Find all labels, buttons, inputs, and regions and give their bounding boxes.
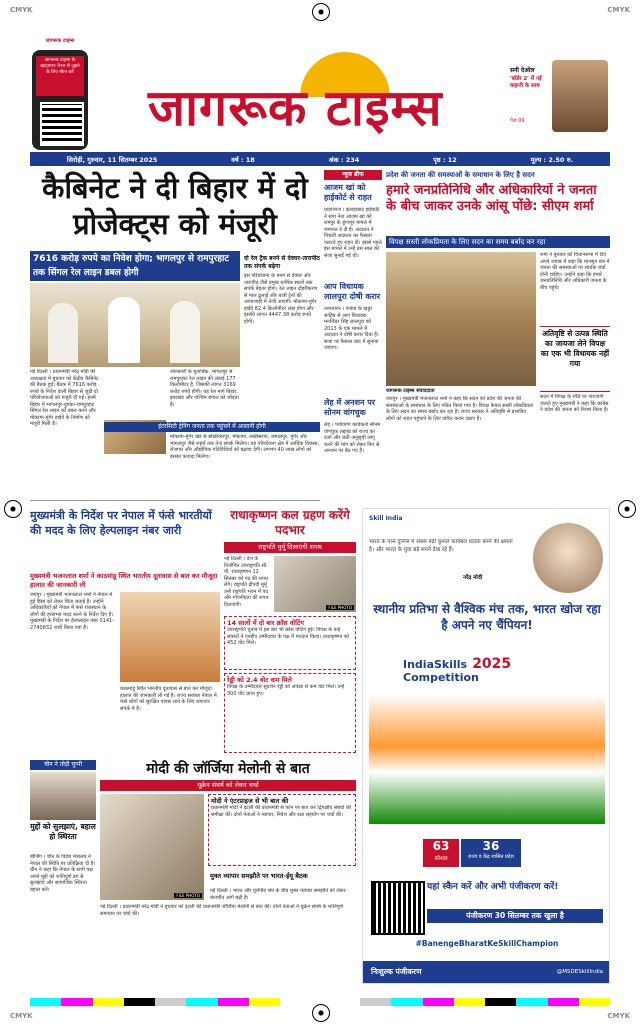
dateline-city: सिरोही, गुरुवार, 11 सितम्बर 2025 [66,155,158,164]
dateline-issue: अंक : 234 [328,155,360,164]
lead-body-2: जानकारी के मुताबिक, भागलपुर से रामपुरहाट रेल लाइन की लंबाई 177 किलोमीटर है, जिसकी लागत 3169 करोड़ रुपये होगी। यह रेल मार्ग बिहार, झारखंड और पश्चिम बंगाल को जोड़ता है। [170,369,239,408]
china-body: बीजिंग । चीन के विदेश मंत्रालय ने नेपाल की स्थिति पर प्रतिक्रिया दी है। चीन ने कहा कि नेपाल के सभी पक्ष अपने मुद्दों को शांतिपूर्ण ढंग से सुलझाएं और सामाजिक स्थिरता बहाल करें। [30,854,96,893]
vp-box-2-head: रेड्डी को 2.4 वोट कम मिले [227,676,292,684]
meloni-body: नई दिल्ली । प्रधानमंत्री नरेंद्र मोदी ने बुधवार को इटली की प्रधानमंत्री जॉर्जिया मेलोनी से बात की। दोनों नेताओं ने यूक्रेन संघर्ष के शांतिपूर्ण समाधान पर चर्चा की। [100,904,344,917]
ad-brand: IndiaSkills [403,658,468,671]
lead-body: नई दिल्ली । प्रधानमंत्री नरेंद्र मोदी की अध्यक्षता में बुधवार को केंद्रीय कैबिनेट की बैठक हुई। बैठक में 7616 करोड़ रुपये के निवेश वाली बिहार से जुड़ी दो परियोजनाओं को मंजूरी दी गई। इनमें बिहार में भागलपुर-दुमका-रामपुरहाट सिंगल रेल लाइन को डबल करने और मोकामा-मुंगेर हाईवे के निर्माण को मंजूरी मिली है। [30,369,99,427]
skill-india-ad[interactable] [362,508,610,984]
actor-promo[interactable] [510,60,610,132]
right-side-body-2: सदन में विपक्ष के रवैये पर नाराजगी जताते हुए मुख्यमंत्री ने कहा कि कांग्रेस ने प्रदेश की जनता को निराश किया है। [540,394,609,413]
vp-box-2 [224,673,356,753]
actor-promo-page: पेज 09 [510,118,525,124]
meloni-subhead: यूक्रेन संघर्ष को लेकर चर्चा [100,780,356,791]
vp-subhead: राष्ट्रपति मुर्मू दिलाएंगी शपथ [224,542,356,553]
meloni-box-2 [208,870,356,904]
china-label: चीन ने तोड़ी चुप्पी [30,760,96,770]
ad-hashtag: #BanengeBharatKeSkillChampion [415,939,559,948]
actor-promo-name: सनी देओल [510,67,535,74]
qr-promo-label: जागरूक टाइम्स [45,38,75,44]
ad-stat-2-num: 36 [482,839,500,853]
meloni-headline: मोदी की जॉर्जिया मेलोनी से बात [146,761,310,777]
ad-stat-1-label: कौशल [434,856,448,862]
vp-headline: राधाकृष्णन कल ग्रहण करेंगे पदभार [230,508,350,537]
ad-stat-2 [461,839,521,867]
actor-photo [552,60,608,132]
nepal-body: जयपुर । मुख्यमंत्री भजनलाल शर्मा ने नेपाल में हुई हिंसा को लेकर चिंता जताई है। उन्होंने अधिकारियों को नेपाल में फंसे राजस्थान के लोगों की हरसंभव मदद करने के निर्देश दिए हैं। मुख्यमंत्री के निर्देश पर हेल्पलाइन नंबर 0141-2740832 जारी किया गया है। [30,592,115,631]
vp-photo: FILE PHOTO [274,556,356,612]
cmyk-mark-right: CMYK [607,6,630,14]
right-body: जयपुर । मुख्यमंत्री भजनलाल शर्मा ने कहा कि सदन को प्रदेश की जनता की समस्याओं के समाधान के लिए गठित किया गया है। विपक्ष केवल सस्ती लोकप्रियता के लिए सदन का समय बर्बाद कर रहा है। राज्य सरकार ने अतिवृष्टि से प्रभावित लोगों को राहत पहुंचाने के लिए त्वरित कदम उठाए हैं। [386,396,534,422]
ad-footer: निःशुल्क पंजीकरण [371,967,422,976]
brief-story-3-body: लेह । पर्यावरण कार्यकर्ता सोनम वांगचुक लद्दाख को राज्य का दर्जा और छठी अनुसूची लागू करने की मांग को लेकर फिर से अनशन पर बैठ गए हैं। [324,422,381,454]
meloni-photo [100,794,204,900]
ad-quote-attr: नरेंद्र मोदी [463,575,483,581]
ad-competition: Competition [403,671,479,684]
brief-story-1-head: आजम खां को हाईकोर्ट से राहत [324,183,372,202]
lead-divider [30,500,320,501]
ad-footer-right: @MSDESkillIndia [556,969,603,975]
ad-deadline: पंजीकरण 30 सितम्बर तक खुला है [427,909,603,923]
vp-box-1-head: 14 सालों में दो बार क्रॉस वोटिंग [227,619,304,627]
vp-box-1-body: उपराष्ट्रपति चुनाव में इस बार भी क्रॉस वोटिंग हुई। विपक्ष के कई सांसदों ने एनडीए उम्मीदवार के पक्ष में मतदान किया। राधाकृष्णन को 452 वोट मिले। [227,627,349,646]
vp-box-1 [224,616,356,670]
lead-side-head: दो रेल ट्रैक बनने से देवघर-तारापीठ तक संपर्क बढ़ेगा [244,255,320,270]
qr-code-icon[interactable] [40,102,84,146]
right-kicker: प्रदेश की जनता की समस्याओं के समाधान के लिए है सदन [386,171,535,179]
vp-body: नई दिल्ली । देश के निर्वाचित उपराष्ट्रपति सी. पी. राधाकृष्णन 12 सितंबर को पद की शपथ लेंगे। राष्ट्रपति द्रौपदी मुर्मू उन्हें राष्ट्रपति भवन में पद और गोपनीयता की शपथ दिलाएंगी। [224,556,269,608]
ad-skill-india-logo: Skill India [369,515,403,522]
brief-story-3-head: लेह में अनशन पर सोनम वांगचुक [324,398,376,417]
registration-mark [312,1004,330,1022]
meloni-box-2-head: मुक्त व्यापार समझौते पर भारत-ईयू बैठक [210,872,308,880]
actor-promo-text: 'बॉर्डर 2' में नई कहानी के साथ [510,76,542,89]
ad-quote: भारत के पास दुनिया में सबसे बड़ी कुशल कार्यबल प्रदाता बनने की क्षमता है। और भारत के युवा बड़े सपने देख रहे हैं। [369,539,513,553]
cmyk-mark-left: CMYK [10,1012,33,1020]
color-strip [30,998,280,1006]
ad-year: 2025 [472,656,512,672]
qr-promo-text: जागरूक टाइम्स के व्हाट्सएप चैनल से जुड़ने के लिए स्कैन करें [36,56,84,96]
brief-story-1-body: प्रयागराज । इलाहाबाद हाईकोर्ट ने सपा नेता आजम खां को रामपुर के डूंगरपुर मामले में जमानत दे दी है। अदालत ने निचली अदालत का फैसला पलटते हुए राहत दी। इससे पहले इस मामले में उन्हें दस साल की सजा सुनाई गई थी। [324,207,382,259]
ad-stat-2-label: राज्य व केंद्र शासित प्रदेश [468,854,514,860]
meloni-photo-tag: FILE PHOTO [176,893,200,898]
dateline-price: मूल्य : 2.50 रु. [530,155,574,164]
lead-side-body: इस परियोजना के बनने से देवघर और तारापीठ जैसे प्रमुख धार्मिक स्थलों तक संपर्क बेहतर होगा। रेल लाइन दोहरीकरण से माल ढुलाई और यात्री ट्रेनों की आवाजाही में तेजी आएगी। मोकामा-मुंगेर हाईवे 82.4 किलोमीटर लंबा होगा और इसकी लागत 4447.38 करोड़ रुपये होगी। [244,273,318,325]
registration-mark [312,3,330,21]
nepal-photo [120,592,220,682]
right-strap: विपक्ष सस्ती लोकप्रियता के लिए सदन का समय बर्बाद कर रहा [386,236,610,248]
meloni-box-body: प्रधानमंत्री मोदी ने इटली की प्रधानमंत्री से फोन पर बात कर द्विपक्षीय संबंधों की समीक्षा की। दोनों नेताओं ने व्यापार, निवेश और रक्षा सहयोग पर चर्चा की। [211,805,352,818]
china-quote: मुद्दों को सुलझाएं, बहाल हो स्थिरता [30,822,96,841]
meloni-box [208,794,356,866]
nepal-subhead: मुख्यमंत्री भजनलाल शर्मा ने काठमांडू स्थित भारतीय दूतावास से बात कर मौजूदा हालात की जानकारी ली [30,572,218,589]
dateline-bar [30,152,610,166]
nepal-headline: मुख्यमंत्री के निर्देश पर नेपाल में फंसे भारतीयों की मदद के लिए हेल्पलाइन नंबर जारी [30,509,212,537]
right-headline: हमारे जनप्रतिनिधि और अधिकारियों ने जनता के बीच जाकर उनके आंसू पोंछे: सीएम शर्मा [386,183,597,214]
right-pull-quote: अतिवृष्टि से उत्पन्न स्थिति का जायजा लेने विपक्ष का एक भी विधायक नहीं गया [540,326,610,392]
ad-cta[interactable]: यहां स्कैन करें और अभी पंजीकरण करें! [427,882,559,892]
brief-label: न्यूज ब्रीफ [324,170,382,180]
lead-band: इंटरसिटी ट्रेनिंग जनता तक पहुंचने में आसानी होगी [104,422,320,432]
right-photo-caption: जागरूक टाइम्स संवाददाता [386,388,435,394]
dateline-pages: पृष्ठ : 12 [433,155,457,164]
right-photo [386,252,536,386]
lead-headline: कैबिनेट ने दी बिहार में दो प्रोजेक्ट्स को मंजूरी [42,171,308,241]
qr-promo-phone [32,50,88,150]
right-side-body: शर्मा ने बुधवार को विधानसभा में दिए अपने जवाब में कहा कि मानसून सत्र में जनता की समस्याओं पर सार्थक चर्चा होनी चाहिए। उन्होंने कहा कि हमारे जनप्रतिनिधि और अधिकारी जनता के बीच पहुंचे। [540,252,610,291]
dateline-year: वर्ष : 18 [231,155,255,164]
ad-modi-photo [533,523,603,593]
color-strip [360,998,610,1006]
registration-mark [618,500,636,518]
ad-footer-bar [363,961,610,984]
lead-subhead: 7616 करोड़ रुपये का निवेश होगा; भागलपुर से रामपुरहाट तक सिंगल रेल लाइन डबल होगी [30,251,240,281]
vp-box-2-body: विपक्ष के उम्मीदवार सुदर्शन रेड्डी को अपेक्षा से कम वोट मिले। उन्हें 300 वोट प्राप्त हुए। [227,684,345,697]
lead-band-body: मोकामा-मुंगेर खंड से बख्तियारपुर, मोकामा, लखीसराय, जमालपुर, मुंगेर और भागलपुर जैसे शहरों तक तेज संपर्क मिलेगा। यह परियोजना क्षेत्र में आर्थिक विकास, रोजगार और औद्योगिक गतिविधियों को बढ़ावा देगी। लगभग 40 लाख लोगों को इसका फायदा मिलेगा। [170,434,320,460]
brief-story-2-body: तरनतारन । पंजाब के खडूर साहिब से आप विधायक मनजिंदर सिंह लालपुरा को 2013 के एक मामले में अदालत ने दोषी करार दिया है। सजा पर फैसला बाद में सुनाया जाएगा। [324,306,379,351]
masthead-title: जागरूक टाइम्स [148,79,443,137]
china-photo [30,772,96,820]
nepal-body-2: काठमांडू स्थित भारतीय दूतावास से बात कर मौजूदा हालात की जानकारी ली गई है। राज्य सरकार नेपाल में फंसे लोगों को सुरक्षित वापस लाने के लिए लगातार संपर्क में है। [120,686,217,712]
cmyk-mark-right: CMYK [607,1012,630,1020]
ad-stat-1-num: 63 [432,839,450,853]
registration-mark [4,500,22,518]
lead-photo [30,283,240,367]
ad-stat-1 [423,839,459,867]
ad-headline: स्थानीय प्रतिभा से वैश्विक मंच तक, भारत खोज रहा है अपने नए चैंपियन! [373,602,601,632]
cmyk-mark-left: CMYK [10,6,33,14]
brief-story-2-head: आप विधायक लालपुरा दोषी करार [324,282,381,301]
ad-students-photo [369,694,605,824]
ad-qr-code[interactable] [371,881,425,935]
meloni-box-2-body: नई दिल्ली । भारत और यूरोपीय संघ के बीच मुक्त व्यापार समझौते को लेकर बातचीत आगे बढ़ी है। [210,888,346,901]
meloni-box-head: मोदी ने एंटरप्राइज से भी बात की [211,797,289,805]
